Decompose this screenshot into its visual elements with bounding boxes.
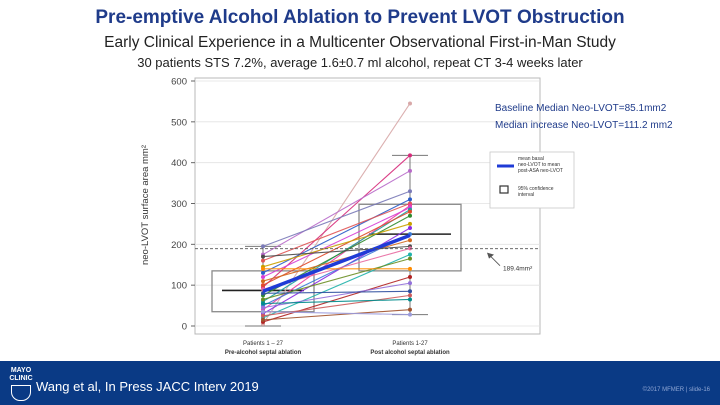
y-tick-label: 500 xyxy=(171,117,187,129)
post-point xyxy=(408,308,412,312)
pre-point xyxy=(261,244,265,248)
pre-point xyxy=(261,310,265,314)
x-category-line1: Patients 1-27 xyxy=(392,341,428,347)
y-tick-label: 0 xyxy=(181,321,187,333)
post-point xyxy=(408,222,412,226)
mayo-clinic-logo xyxy=(8,367,34,399)
post-point xyxy=(408,293,412,297)
y-axis-label: neo-LVOT surface area mm² xyxy=(140,144,151,266)
x-category-line2: Pre-alcohol septal ablation xyxy=(224,350,302,356)
annotation-increase: Median increase Neo-LVOT=111.2 mm2 xyxy=(495,120,673,131)
pre-point xyxy=(261,306,265,310)
post-point xyxy=(408,289,412,293)
pre-point xyxy=(261,318,265,322)
post-point xyxy=(408,197,412,201)
footer-bar xyxy=(0,361,720,405)
legend-text-line: interval xyxy=(518,192,535,198)
y-tick-label: 200 xyxy=(171,239,187,251)
post-point xyxy=(408,210,412,214)
annotation-baseline: Baseline Median Neo-LVOT=85.1mm2 xyxy=(495,103,667,114)
pre-point xyxy=(261,275,265,279)
post-point xyxy=(408,313,412,317)
legend xyxy=(490,152,574,208)
post-point xyxy=(408,238,412,242)
y-tick-label: 600 xyxy=(171,76,187,88)
study-summary: 30 patients STS 7.2%, average 1.6±0.7 ml alcohol, repeat CT 3-4 weeks later xyxy=(137,55,583,70)
pre-point xyxy=(261,283,265,287)
pre-point xyxy=(261,259,265,263)
post-point xyxy=(408,253,412,257)
post-point xyxy=(408,297,412,301)
post-point xyxy=(408,189,412,193)
x-category-line2: Post alcohol septal ablation xyxy=(370,350,450,356)
pre-point xyxy=(261,267,265,271)
pre-point xyxy=(261,271,265,275)
copyright-text: ©2017 MFMER | slide-16 xyxy=(642,387,710,393)
post-point xyxy=(408,281,412,285)
y-tick-label: 300 xyxy=(171,199,187,210)
post-point xyxy=(408,267,412,271)
logo-text: MAYO CLINIC xyxy=(9,367,33,382)
post-point xyxy=(408,257,412,261)
legend-text-line: neo-LVOT to mean xyxy=(518,162,561,168)
x-category-line1: Patients 1 – 27 xyxy=(242,341,284,347)
pre-point xyxy=(261,297,265,301)
shield-icon xyxy=(11,385,31,401)
citation: Wang et al, In Press JACC Interv 2019 xyxy=(36,379,259,394)
post-point xyxy=(408,169,412,173)
pre-point xyxy=(261,255,265,259)
pre-point xyxy=(261,302,265,306)
x-categories xyxy=(225,341,450,356)
slide-subtitle: Early Clinical Experience in a Multicenter Observational First-in-Man Study xyxy=(104,34,616,51)
post-point xyxy=(408,214,412,218)
plot-area xyxy=(195,78,540,334)
legend-mean-text: mean basal xyxy=(518,156,544,162)
pre-point xyxy=(261,314,265,318)
legend-text-line: post-ASA neo-LVOT xyxy=(518,168,563,174)
threshold-label: 189.4mm² xyxy=(503,265,533,273)
slide-title: Pre-emptive Alcohol Ablation to Prevent LVOT Obstruction xyxy=(95,7,625,28)
pre-point xyxy=(261,279,265,283)
post-point xyxy=(408,101,412,105)
y-tick-label: 400 xyxy=(171,158,187,170)
legend-ci-text: 95% confidence xyxy=(518,186,554,192)
post-point xyxy=(408,226,412,230)
y-axis xyxy=(171,77,195,333)
post-point xyxy=(408,153,412,157)
y-tick-label: 100 xyxy=(171,280,187,292)
post-point xyxy=(408,275,412,279)
